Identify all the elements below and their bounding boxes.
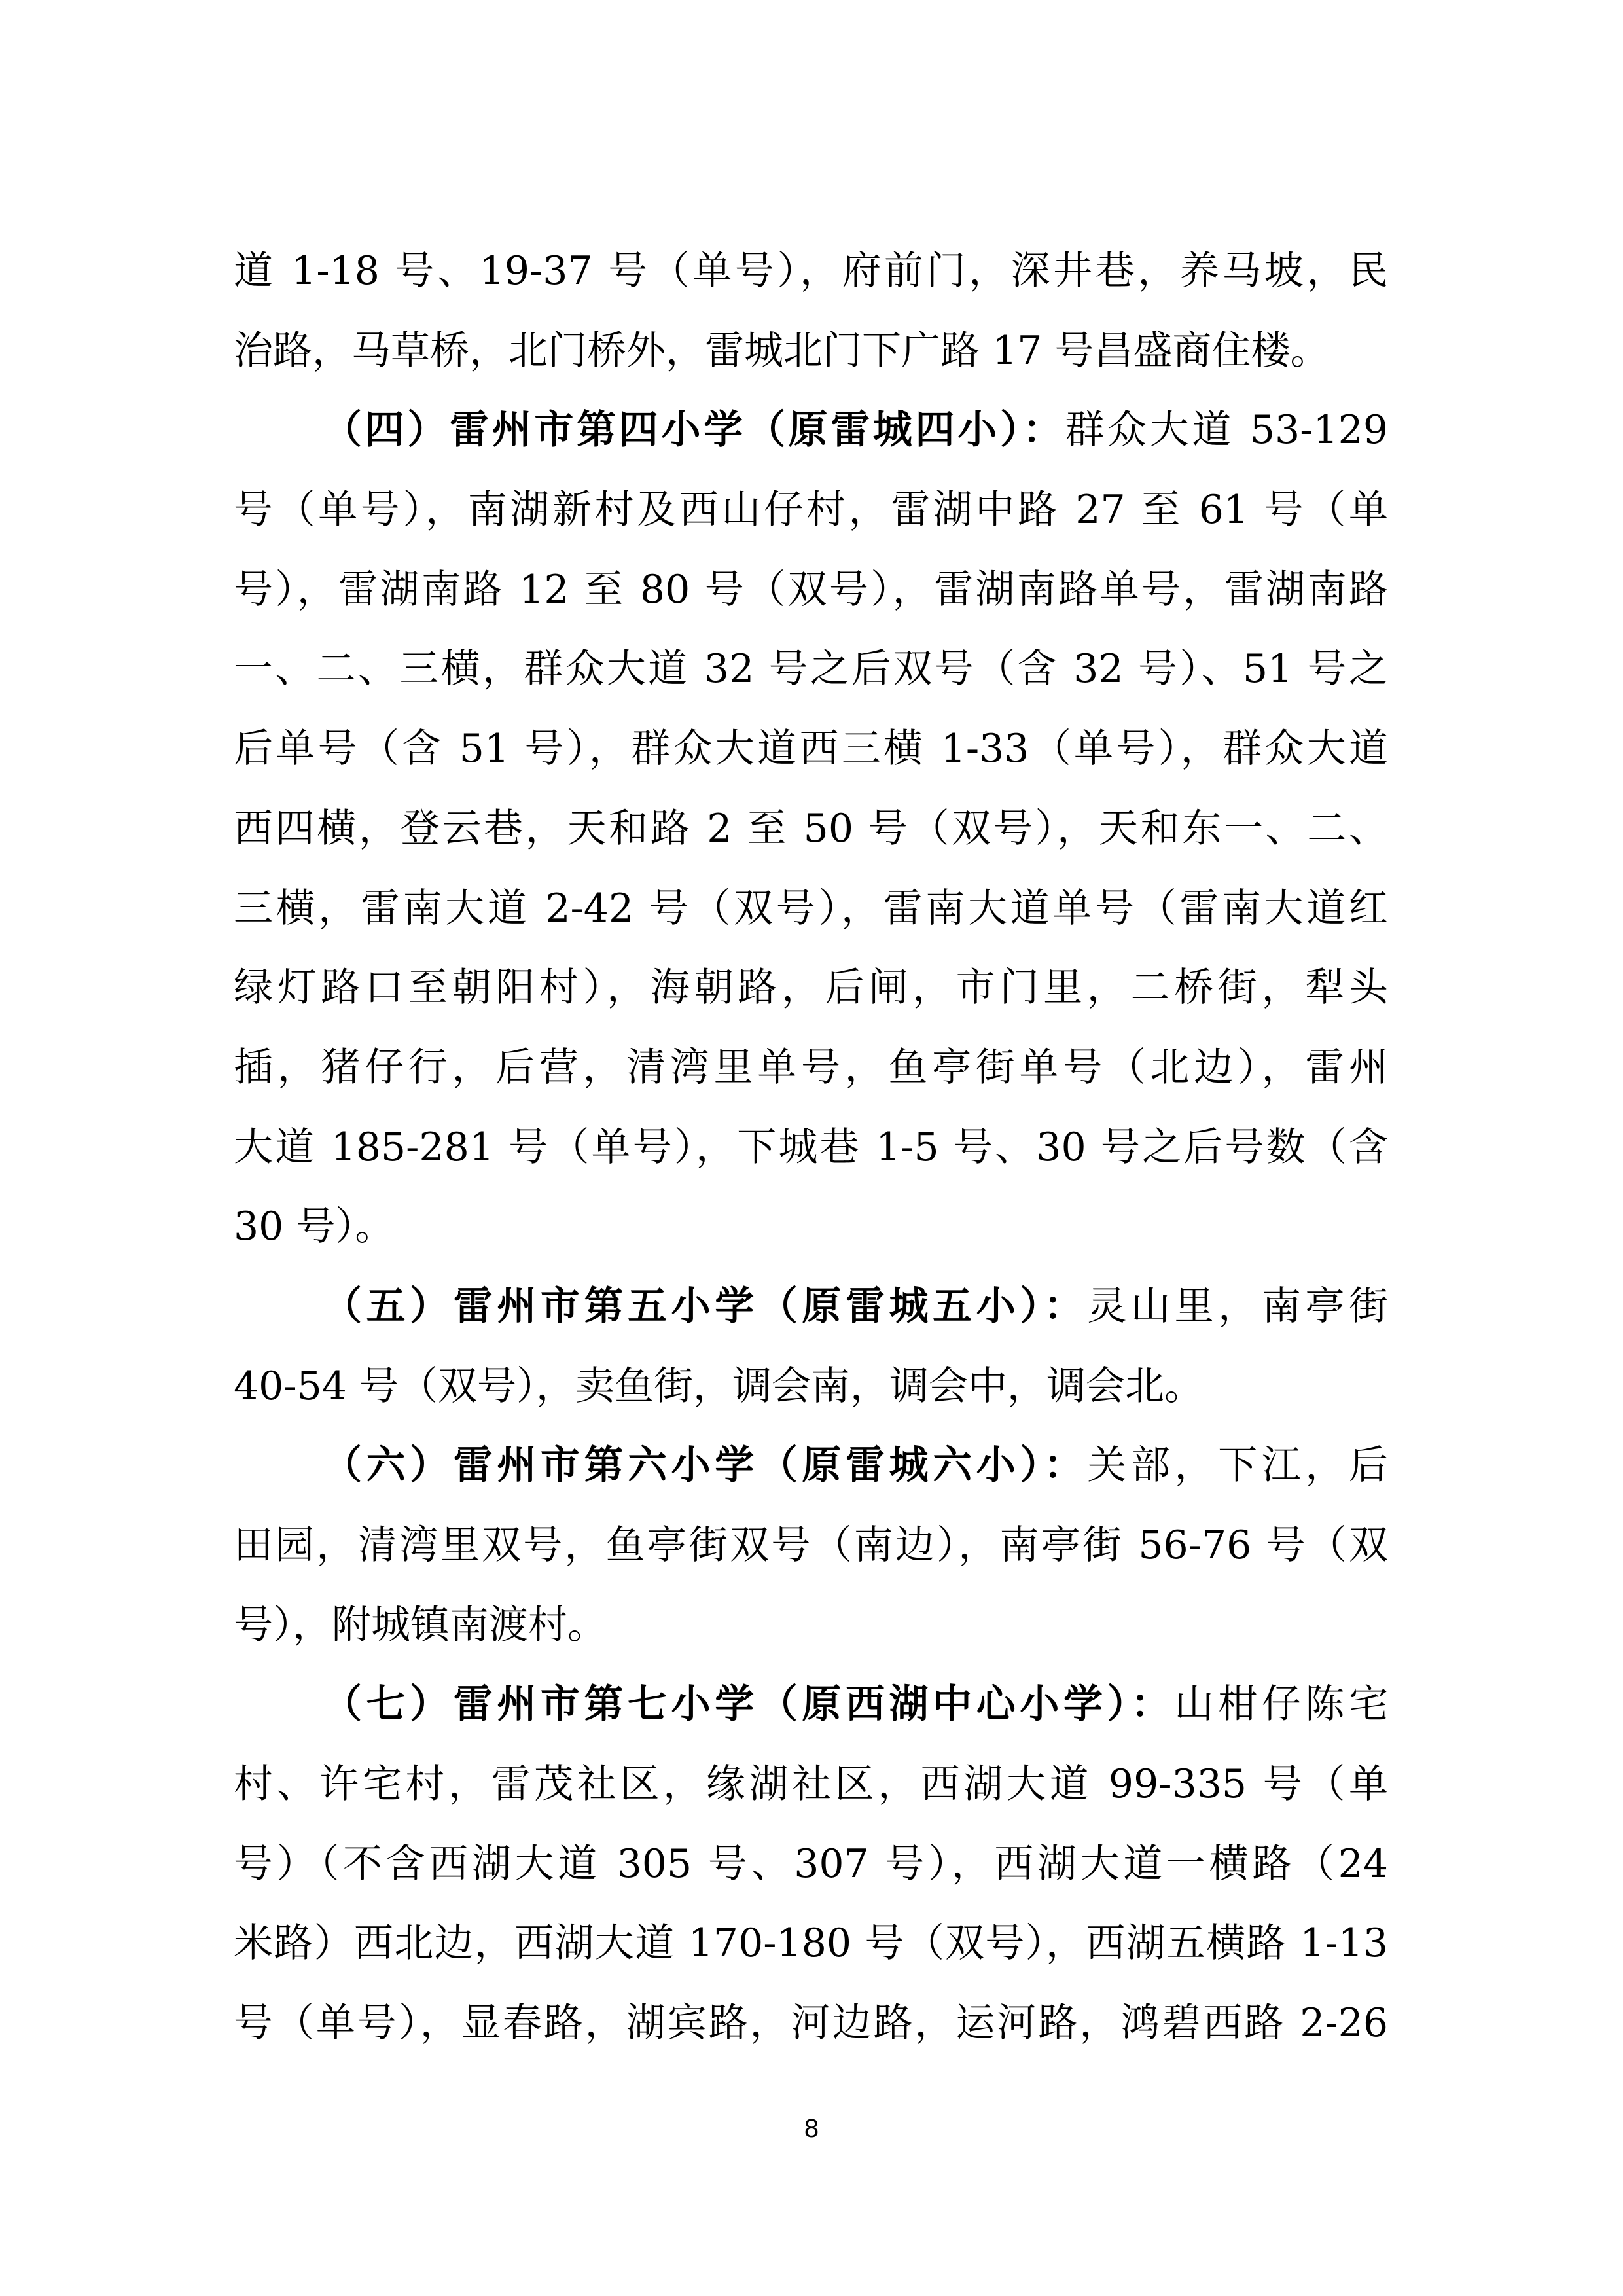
text-line: 一、二、三横，群众大道 32 号之后双号（含 32 号）、51 号之: [234, 646, 1388, 692]
school-5-heading-line: [234, 1278, 1388, 1357]
page-number: 8: [804, 2114, 819, 2143]
text-line: 西四横，登云巷，天和路 2 至 50 号（双号），天和东一、二、: [234, 805, 1388, 852]
text-line: 米路）西北边，西湖大道 170-180 号（双号），西湖五横路 1-13: [234, 1920, 1388, 1967]
school-5-heading: （五）雷州市第五小学（原雷城五小）：: [323, 1283, 1088, 1329]
text-fragment: 灵山里，南亭街: [1087, 1283, 1388, 1329]
text-line: 号）（不含西湖大道 305 号、307 号），西湖大道一横路（24: [234, 1840, 1388, 1887]
school-7-heading: （七）雷州市第七小学（原西湖中心小学）：: [323, 1681, 1175, 1728]
text-line: 号），雷湖南路 12 至 80 号（双号），雷湖南路单号，雷湖南路: [234, 566, 1388, 613]
school-4-heading: （四）雷州市第四小学（原雷城四小）：: [323, 407, 1065, 454]
body-text: [234, 242, 1388, 2074]
text-line: 治路，马草桥，北门桥外，雷城北门下广路 17 号昌盛商住楼。: [234, 327, 1330, 374]
text-line: 道 1-18 号、19-37 号（单号），府前门，深井巷，养马坡，民: [234, 248, 1388, 294]
text-line: 村、许宅村，雷茂社区，缘湖社区，西湖大道 99-335 号（单: [234, 1761, 1388, 1808]
text-line: 号（单号），南湖新村及西山仔村，雷湖中路 27 至 61 号（单: [234, 487, 1388, 533]
school-7-heading-line: [234, 1676, 1388, 1755]
text-line: 田园，清湾里双号，鱼亭街双号（南边），南亭街 56-76 号（双: [234, 1522, 1388, 1568]
text-line: 号），附城镇南渡村。: [234, 1602, 607, 1648]
text-line: 三横，雷南大道 2-42 号（双号），雷南大道单号（雷南大道红: [234, 885, 1388, 931]
school-4-heading-line: [234, 401, 1388, 481]
school-6-heading-line: [234, 1437, 1388, 1516]
text-line: 号（单号），显春路，湖宾路，河边路，运河路，鸿碧西路 2-26: [234, 2000, 1388, 2047]
text-fragment: 关部，下江，后: [1087, 1443, 1388, 1489]
text-line: 绿灯路口至朝阳村），海朝路，后闸，市门里，二桥街，犁头: [234, 965, 1388, 1011]
text-fragment: 群众大道 53-129: [1065, 407, 1388, 454]
text-line: 大道 185-281 号（单号），下城巷 1-5 号、30 号之后号数（含: [234, 1124, 1388, 1170]
text-line: 40-54 号（双号），卖鱼街，调会南，调会中，调会北。: [234, 1363, 1204, 1409]
text-line: 后单号（含 51 号），群众大道西三横 1-33（单号），群众大道: [234, 726, 1388, 772]
text-line: 30 号）。: [234, 1204, 395, 1250]
school-6-heading: （六）雷州市第六小学（原雷城六小）：: [323, 1443, 1088, 1489]
text-fragment: 山柑仔陈宅: [1174, 1681, 1388, 1728]
text-line: 插，猪仔行，后营，清湾里单号，鱼亭街单号（北边），雷州: [234, 1044, 1388, 1090]
